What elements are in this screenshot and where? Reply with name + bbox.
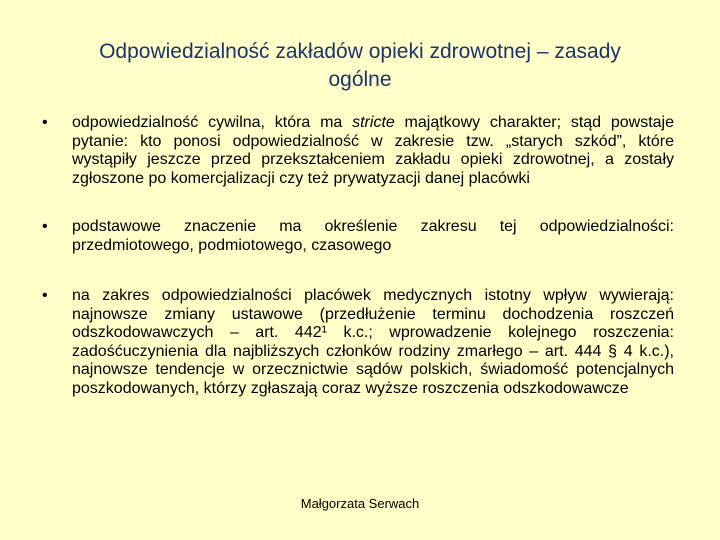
bullet-1-emphasis: stricte bbox=[352, 114, 395, 131]
bullet-1-text-start: odpowiedzialność cywilna, która ma bbox=[72, 114, 353, 131]
bullet-item-3 bbox=[42, 287, 674, 398]
slide-title-line-2: ogólne bbox=[328, 68, 392, 91]
bullet-icon: • bbox=[42, 218, 48, 235]
bullet-item-1 bbox=[42, 114, 674, 188]
slide-title bbox=[40, 38, 680, 94]
bullet-icon: • bbox=[42, 287, 48, 304]
bullet-1-text-end: majątkowy charakter; stąd powstaje pytanie: kto ponosi odpowiedzialność w zakresie tzw. „starych szkód”, które wystąpiły jeszcze przed przekształceniem zakładu opieki zdrowotnej, a zostały zgłoszone po komercjalizacji czy też prywatyzacji danej placówki bbox=[72, 114, 674, 187]
bullet-3-text: na zakres odpowiedzialności placówek medycznych istotny wpływ wywierają: najnowsze zmiany ustawowe (przedłużenie terminu dochodzenia roszczeń odszkodowawczych – art. 442¹ k.c.; wprowadzenie kolejnego roszczenia: zadośćuczynienia dla najbliższych członków rodziny zmarłego – art. 444 § 4 k.c.), najnowsze tendencje w orzecznictwie sądów polskich, świadomość potencjalnych poszkodowanych, którzy zgłaszają coraz wyższe roszczenia odszkodowawcze bbox=[72, 287, 674, 397]
bullet-icon: • bbox=[42, 114, 48, 131]
bullet-item-2 bbox=[42, 218, 674, 255]
footer-author: Małgorzata Serwach bbox=[300, 496, 420, 511]
bullet-2-text: podstawowe znaczenie ma określenie zakresu tej odpowiedzialności: przedmiotowego, podmiotowego, czasowego bbox=[72, 218, 674, 254]
slide-title-line-1: Odpowiedzialność zakładów opieki zdrowotnej – zasady bbox=[99, 40, 621, 63]
bullet-list bbox=[42, 114, 674, 398]
